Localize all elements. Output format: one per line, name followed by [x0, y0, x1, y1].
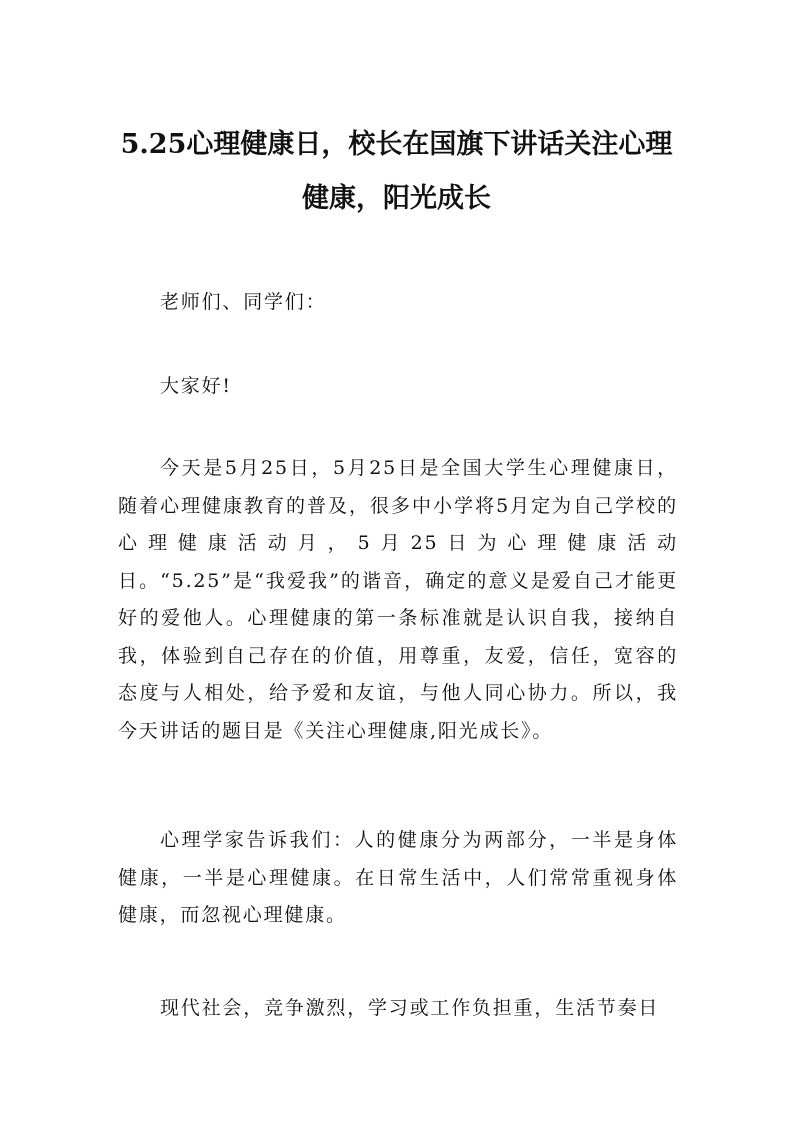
salutation-paragraph: 老师们、同学们： — [160, 291, 327, 313]
greeting-paragraph: 大家好! — [160, 375, 232, 397]
body-paragraph-society: 现代社会，竞争激烈，学习或工作负担重，生活节奏日 — [160, 997, 660, 1019]
body-paragraph-intro: 今天是5月25日，5月25日是全国大学生心理健康日，随着心理健康教育的普及，很多中小学将5月定为自己学校的心理健康活动月，5月25日为心理健康活动日。“5.25”是“我爱我”的谐音，确定的意义是爱自己才能更好的爱他人。心理健康的第一条标准就是认识自我，接纳自我，体验到自己存在的价值，用尊重，友爱，信任，宽容的态度与人相处，给予爱和友谊，与他人同心协力。所以，我今天讲话的题目是《关注心理健康,阳光成长》。 — [118, 457, 678, 742]
body-paragraph-health: 心理学家告诉我们：人的健康分为两部分，一半是身体健康，一半是心理健康。在日常生活中，人们常常重视身体健康，而忽视心理健康。 — [118, 829, 678, 926]
document-title: 5.25心理健康日，校长在国旗下讲话关注心理健康，阳光成长 — [120, 129, 673, 214]
